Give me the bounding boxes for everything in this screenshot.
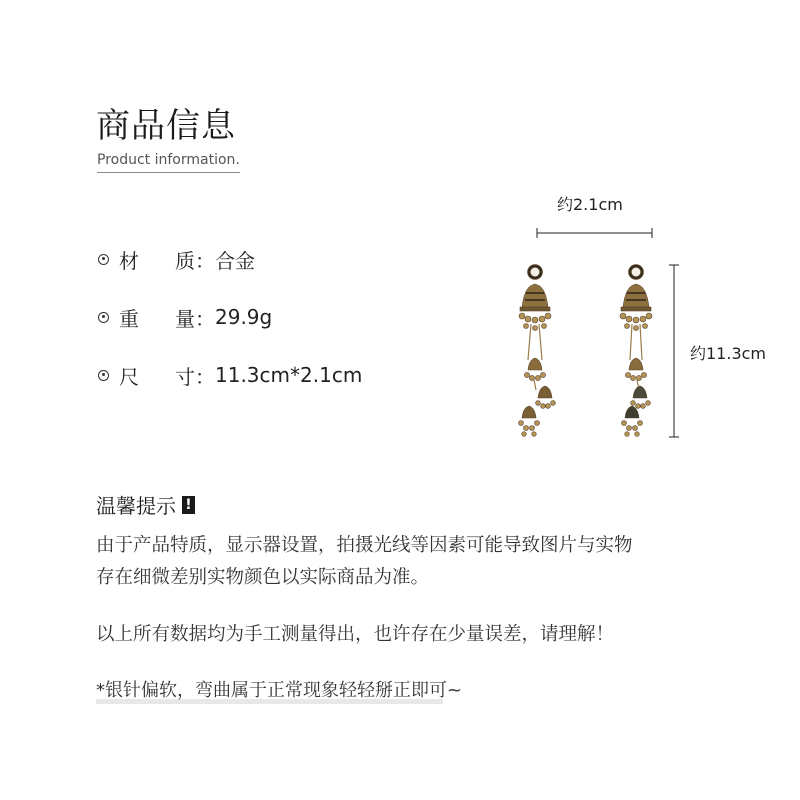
notice-title-text: 温馨提示	[96, 494, 176, 518]
notice-note: *银针偏软，弯曲属于正常现象轻轻掰正即可~	[96, 680, 463, 701]
spec-value: 29.9g	[215, 305, 273, 329]
page-subtitle: Product information.	[97, 152, 240, 168]
circle-dot-icon	[98, 254, 109, 265]
spec-value: 11.3cm*2.1cm	[215, 363, 363, 387]
right-earring	[620, 265, 652, 437]
spec-label: 材 质 ：	[119, 245, 215, 274]
spec-row-weight	[98, 304, 272, 330]
spec-row-material	[98, 246, 255, 272]
notice-title	[96, 490, 195, 519]
earrings-photo	[500, 220, 700, 450]
width-dimension-label: 约2.1cm	[557, 195, 623, 214]
left-earring	[519, 265, 556, 437]
subtitle-underline	[97, 172, 240, 173]
notice-paragraph-line1: 由于产品特质，显示器设置，拍摄光线等因素可能导致图片与实物	[96, 535, 633, 556]
spec-value: 合金	[215, 248, 255, 273]
height-dimension-label: 约11.3cm	[690, 344, 767, 363]
spec-label: 尺 寸 ：	[119, 361, 215, 390]
circle-dot-icon	[98, 312, 109, 323]
circle-dot-icon	[98, 370, 109, 381]
spec-label: 重 量 ：	[119, 303, 215, 332]
height-dimension-line	[669, 265, 679, 437]
width-dimension-line	[537, 228, 652, 238]
spec-row-size	[98, 362, 362, 388]
notice-paragraph-line2: 存在细微差别实物颜色以实际商品为准。	[96, 567, 430, 588]
notice-paragraph-measurement: 以上所有数据均为手工测量得出，也许存在少量误差，请理解！	[96, 624, 615, 645]
page-title: 商品信息	[96, 106, 236, 146]
exclamation-icon: !	[182, 496, 195, 514]
